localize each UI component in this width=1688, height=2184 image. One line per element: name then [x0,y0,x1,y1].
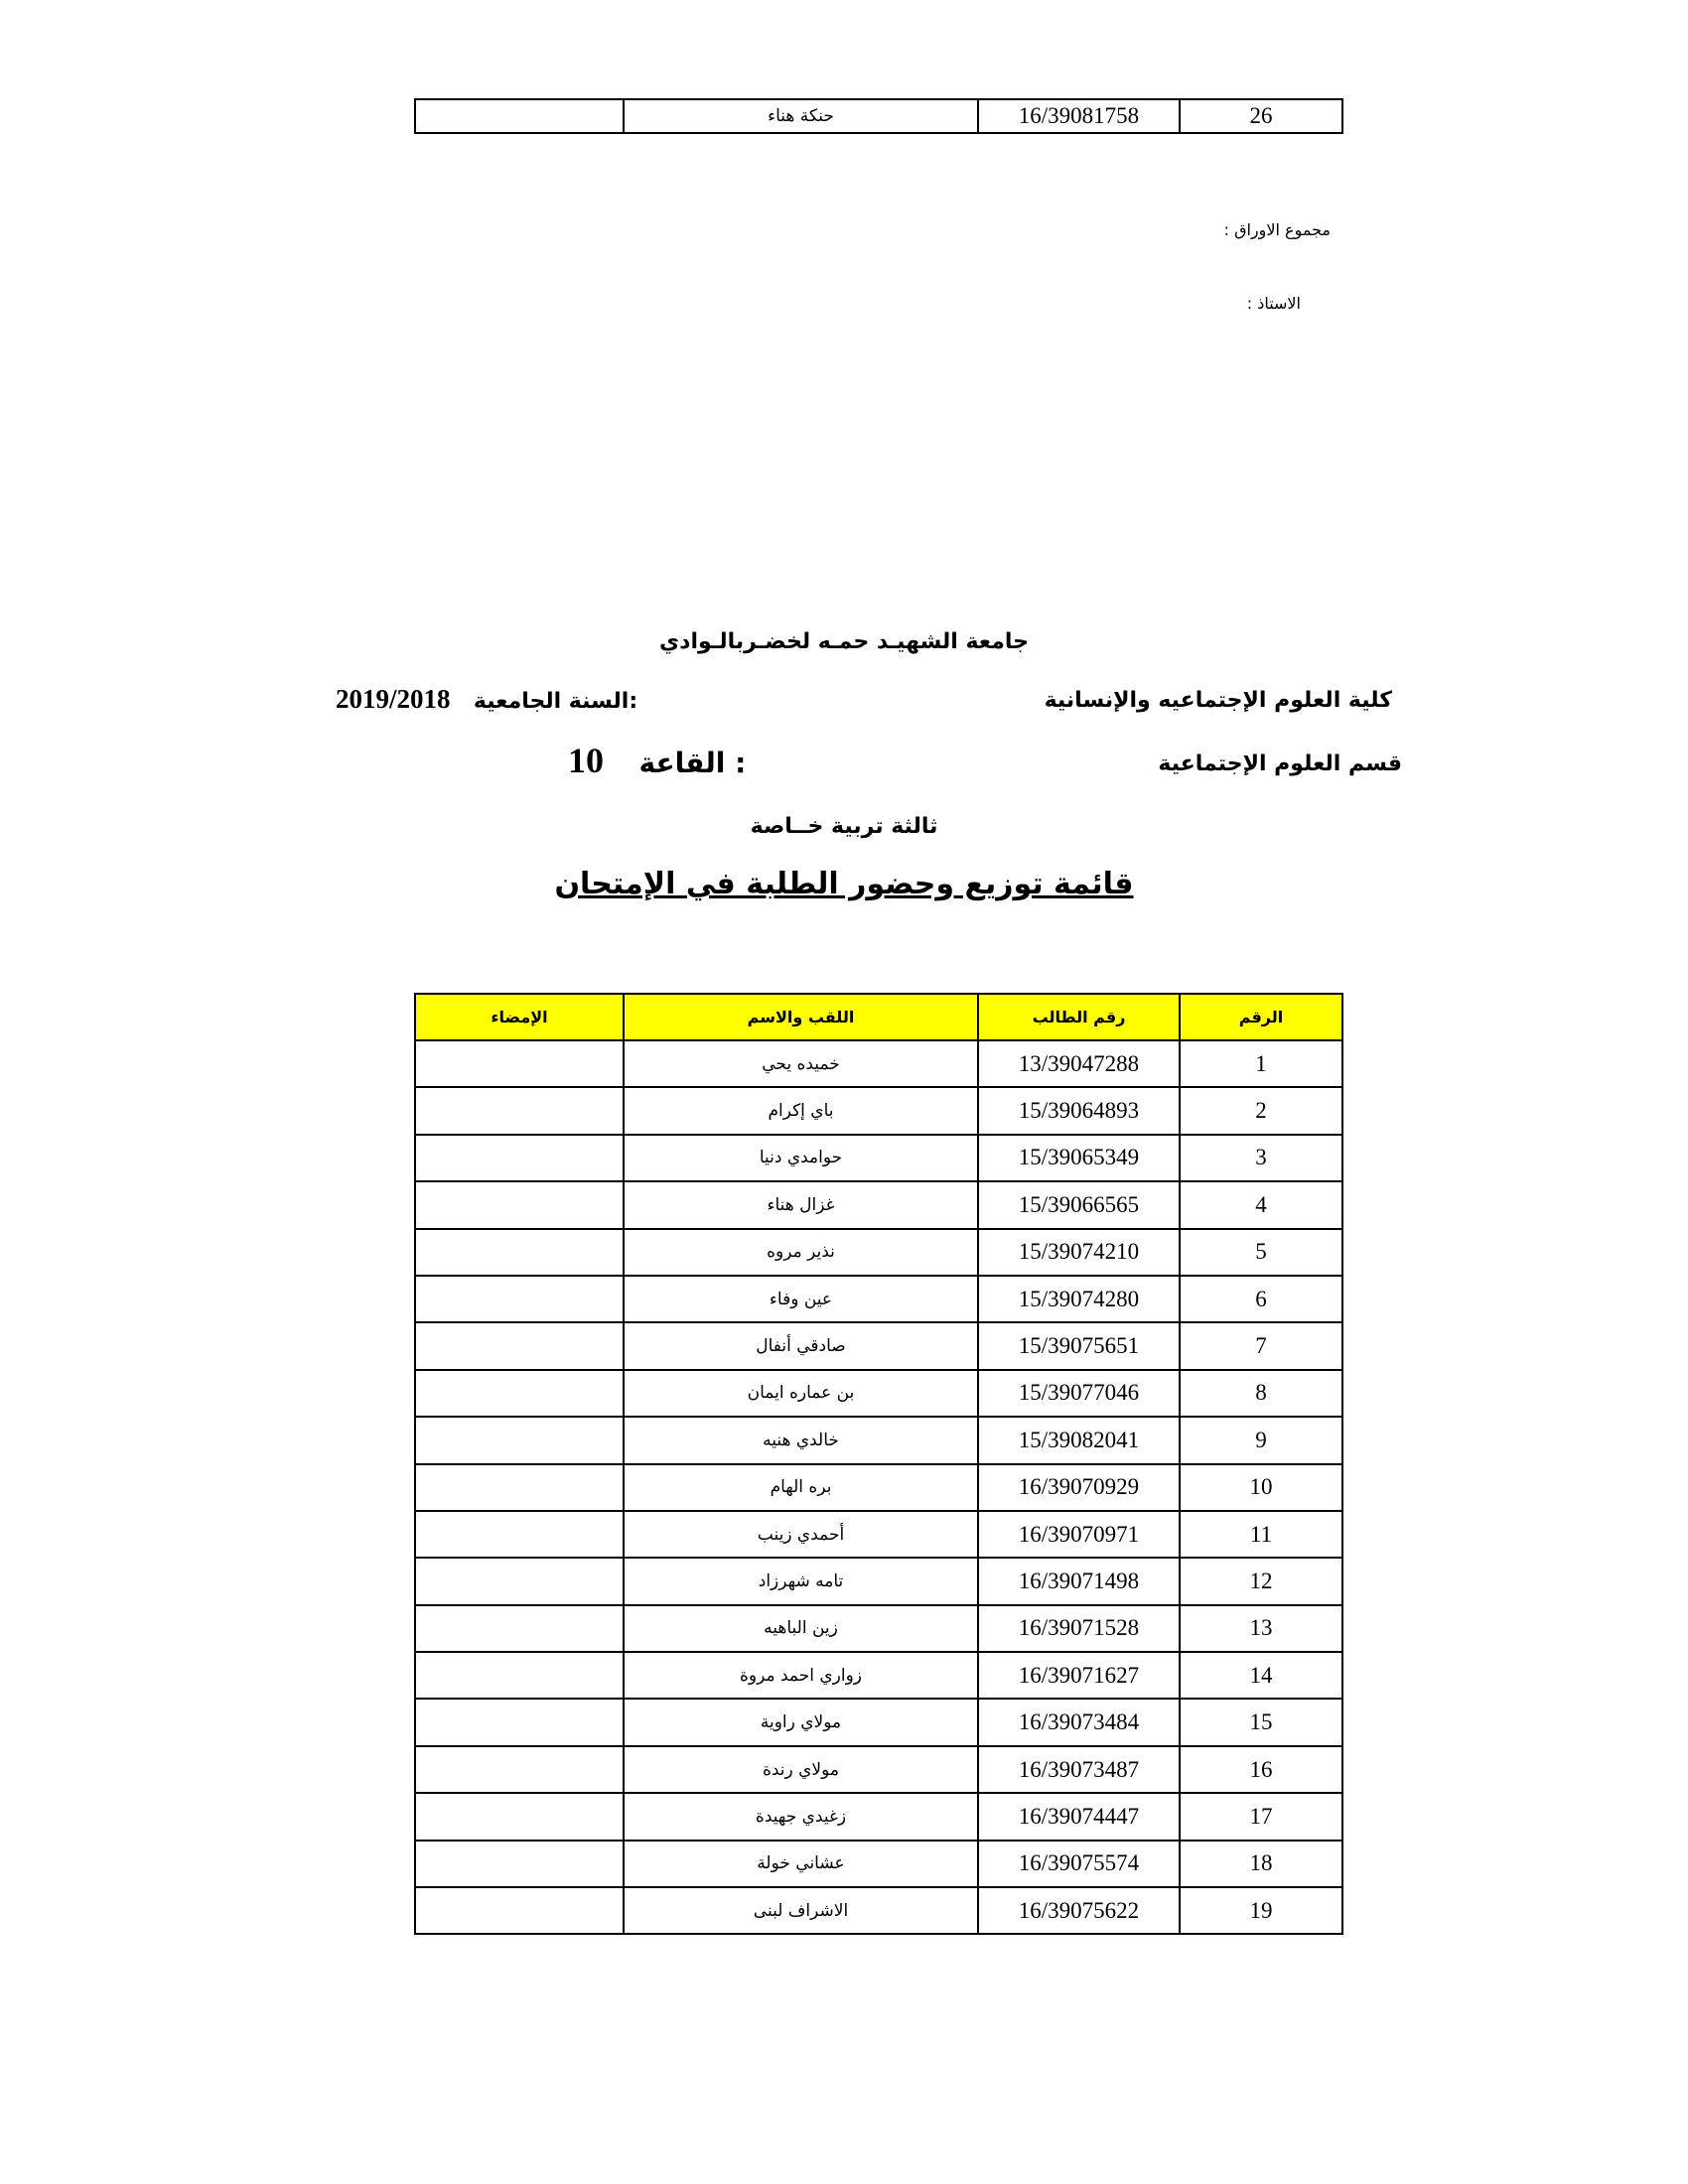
signature-cell [415,1229,624,1276]
student-name-cell: صادقي أنفال [624,1322,978,1369]
student-name-cell: غزال هناء [624,1181,978,1228]
level-text: ثالثة تربية خــاصة [750,814,938,839]
student-name-cell: عين وفاء [624,1276,978,1322]
student-id-cell: 16/39073487 [978,1746,1180,1793]
row-number-cell: 2 [1180,1087,1342,1134]
table-row [415,1464,1342,1511]
signature-cell [415,99,624,133]
table-row [415,1605,1342,1652]
student-id-cell: 16/39071627 [978,1652,1180,1699]
student-id-cell: 15/39082041 [978,1417,1180,1463]
row-number-cell: 6 [1180,1276,1342,1322]
table-row [415,1699,1342,1745]
student-id-cell: 16/39075622 [978,1887,1180,1934]
student-name-cell: بره الهام [624,1464,978,1511]
column-header-signature: الإمضاء [415,994,624,1040]
table-row [415,1322,1342,1369]
student-name-cell: حوامدي دنيا [624,1135,978,1181]
row-number-cell: 1 [1180,1040,1342,1087]
student-name-cell: حنكة هناء [624,99,978,133]
table-row [415,1370,1342,1417]
student-id-cell: 16/39071498 [978,1558,1180,1604]
row-number-cell: 7 [1180,1322,1342,1369]
signature-cell [415,1135,624,1181]
signature-cell [415,1558,624,1604]
signature-cell [415,1087,624,1134]
row-number-cell: 26 [1180,99,1342,133]
signature-cell [415,1370,624,1417]
signature-cell [415,1322,624,1369]
table-row [415,1181,1342,1228]
table-row [415,1135,1342,1181]
student-id-cell: 15/39064893 [978,1087,1180,1134]
attendance-table [414,993,1343,1935]
student-name-cell: بن عماره ايمان [624,1370,978,1417]
signature-cell [415,1511,624,1558]
student-id-cell: 16/39071528 [978,1605,1180,1652]
academic-year-label: السنة الجامعية: [473,689,638,714]
signature-cell [415,1605,624,1652]
signature-cell [415,1746,624,1793]
signature-cell [415,1793,624,1840]
row-number-cell: 10 [1180,1464,1342,1511]
signature-cell [415,1181,624,1228]
column-header-student-id: رقم الطالب [978,994,1180,1040]
student-name-cell: أحمدي زينب [624,1511,978,1558]
student-id-cell: 15/39075651 [978,1322,1180,1369]
level-title [0,814,1688,839]
faculty-name: كلية العلوم الإجتماعيه والإنسانية [1044,688,1392,713]
previous-page-table [414,98,1343,134]
signature-cell [415,1887,624,1934]
table-row [415,1887,1342,1934]
student-name-cell: عشاني خولة [624,1841,978,1887]
table-row [415,1276,1342,1322]
sheets-total-label: مجموع الاوراق : [1223,220,1331,239]
row-number-cell: 9 [1180,1417,1342,1463]
page-title-text: قائمة توزيع وحضور الطلبة في الإمتحان [554,867,1134,901]
university-name [0,629,1688,654]
table-row [415,99,1342,133]
student-name-cell: مولاي راوية [624,1699,978,1745]
student-id-cell: 15/39065349 [978,1135,1180,1181]
student-name-cell: زين الباهيه [624,1605,978,1652]
student-id-cell: 16/39070971 [978,1511,1180,1558]
signature-cell [415,1417,624,1463]
table-row [415,1087,1342,1134]
row-number-cell: 3 [1180,1135,1342,1181]
academic-year [336,684,637,715]
student-id-cell: 16/39075574 [978,1841,1180,1887]
student-id-cell: 15/39077046 [978,1370,1180,1417]
table-row [415,1841,1342,1887]
row-number-cell: 17 [1180,1793,1342,1840]
student-name-cell: الاشراف لبنى [624,1887,978,1934]
professor-label: الاستاذ : [1246,294,1301,313]
table-row [415,1746,1342,1793]
student-name-cell: باي إكرام [624,1087,978,1134]
student-name-cell: زغيدي جهيدة [624,1793,978,1840]
signature-cell [415,1652,624,1699]
exam-hall-value: 10 [568,741,604,780]
table-row [415,1229,1342,1276]
table-row [415,1040,1342,1087]
student-id-cell: 16/39070929 [978,1464,1180,1511]
student-name-cell: تامه شهرزاد [624,1558,978,1604]
table-row [415,1417,1342,1463]
student-name-cell: نذير مروه [624,1229,978,1276]
signature-cell [415,1464,624,1511]
row-number-cell: 8 [1180,1370,1342,1417]
student-id-cell: 16/39074447 [978,1793,1180,1840]
student-id-cell: 13/39047288 [978,1040,1180,1087]
table-row [415,1793,1342,1840]
row-number-cell: 4 [1180,1181,1342,1228]
signature-cell [415,1699,624,1745]
academic-year-value: 2019/2018 [336,684,451,714]
page-title [0,867,1688,901]
student-name-cell: خالدي هنيه [624,1417,978,1463]
table-row [415,1511,1342,1558]
row-number-cell: 18 [1180,1841,1342,1887]
university-text: جامعة الشهيـد حمـه لخضـربالـوادي [659,629,1029,654]
table-header-row [415,994,1342,1040]
row-number-cell: 15 [1180,1699,1342,1745]
student-id-cell: 15/39074210 [978,1229,1180,1276]
exam-hall [568,740,746,781]
row-number-cell: 12 [1180,1558,1342,1604]
signature-cell [415,1841,624,1887]
table-row [415,1652,1342,1699]
row-number-cell: 16 [1180,1746,1342,1793]
row-number-cell: 5 [1180,1229,1342,1276]
table-row [415,1558,1342,1604]
row-number-cell: 13 [1180,1605,1342,1652]
student-name-cell: زواري احمد مروة [624,1652,978,1699]
student-id-cell: 15/39074280 [978,1276,1180,1322]
department-name: قسم العلوم الإجتماعية [1158,751,1402,776]
student-name-cell: مولاي رندة [624,1746,978,1793]
signature-cell [415,1040,624,1087]
row-number-cell: 11 [1180,1511,1342,1558]
row-number-cell: 14 [1180,1652,1342,1699]
signature-cell [415,1276,624,1322]
student-id-cell: 16/39073484 [978,1699,1180,1745]
student-id-cell: 16/39081758 [978,99,1180,133]
student-name-cell: خميده يحي [624,1040,978,1087]
column-header-name: اللقب والاسم [624,994,978,1040]
row-number-cell: 19 [1180,1887,1342,1934]
exam-hall-label: القاعة : [638,747,747,779]
student-id-cell: 15/39066565 [978,1181,1180,1228]
column-header-number: الرقم [1180,994,1342,1040]
